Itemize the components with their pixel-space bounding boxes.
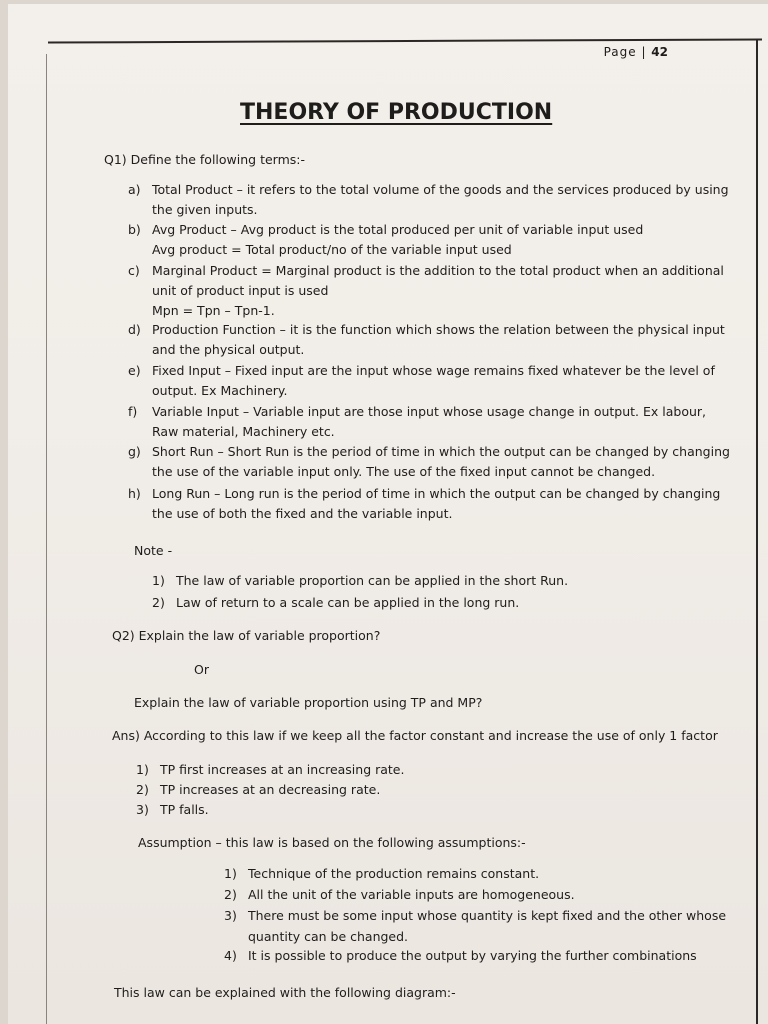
list-marker: 1) bbox=[152, 573, 165, 588]
list-text: TP first increases at an increasing rate. bbox=[160, 762, 405, 777]
page-border-top bbox=[48, 38, 762, 43]
page-number: Page | 42 bbox=[603, 45, 668, 59]
list-marker: 1) bbox=[136, 762, 149, 777]
closing-line: This law can be explained with the following diagram:- bbox=[114, 985, 456, 1000]
q2-answer: Ans) According to this law if we keep all the factor constant and increase the use of only 1 factor bbox=[112, 728, 718, 743]
list-marker: b) bbox=[128, 222, 141, 237]
list-text: output. Ex Machinery. bbox=[152, 383, 288, 398]
list-marker: 2) bbox=[152, 595, 165, 610]
list-text: Long Run – Long run is the period of time in which the output can be changed by changing bbox=[152, 486, 721, 501]
list-text: Avg Product – Avg product is the total produced per unit of variable input used bbox=[152, 222, 644, 237]
list-marker: 4) bbox=[224, 948, 237, 963]
list-text: Raw material, Machinery etc. bbox=[152, 424, 335, 439]
page-label: Page bbox=[603, 45, 637, 59]
list-text: Law of return to a scale can be applied in the long run. bbox=[176, 595, 520, 610]
list-text: Production Function – it is the function which shows the relation between the physical input bbox=[152, 322, 725, 337]
list-text: the use of the variable input only. The use of the fixed input cannot be changed. bbox=[152, 464, 656, 479]
list-marker: f) bbox=[128, 404, 138, 419]
q2-question: Q2) Explain the law of variable proportion? bbox=[112, 628, 381, 643]
list-text: Mpn = Tpn – Tpn-1. bbox=[152, 303, 275, 318]
list-marker: c) bbox=[128, 263, 140, 278]
list-text: All the unit of the variable inputs are homogeneous. bbox=[248, 887, 575, 902]
q2-alt-question: Explain the law of variable proportion using TP and MP? bbox=[134, 695, 483, 710]
list-text: quantity can be changed. bbox=[248, 929, 409, 944]
list-marker: 3) bbox=[136, 802, 149, 817]
q1-question: Q1) Define the following terms:- bbox=[104, 152, 305, 167]
list-marker: 2) bbox=[224, 887, 237, 902]
list-text: Fixed Input – Fixed input are the input whose wage remains fixed whatever be the level of bbox=[152, 363, 715, 378]
list-text: unit of product input is used bbox=[152, 283, 329, 298]
page-number-value: 42 bbox=[651, 45, 668, 59]
q2-or: Or bbox=[194, 662, 209, 677]
list-text: TP falls. bbox=[160, 802, 209, 817]
list-text: Avg product = Total product/no of the variable input used bbox=[152, 242, 512, 257]
list-text: Total Product – it refers to the total volume of the goods and the services produced by using bbox=[152, 182, 729, 197]
list-marker: g) bbox=[128, 444, 141, 459]
list-marker: d) bbox=[128, 322, 141, 337]
list-marker: e) bbox=[128, 363, 141, 378]
page-title: THEORY OF PRODUCTION bbox=[240, 100, 553, 125]
list-marker: h) bbox=[128, 486, 141, 501]
list-marker: 3) bbox=[224, 908, 237, 923]
assumption-heading: Assumption – this law is based on the following assumptions:- bbox=[138, 835, 526, 850]
list-text: the given inputs. bbox=[152, 202, 258, 217]
page-border-left bbox=[46, 54, 47, 1024]
list-text: There must be some input whose quantity is kept fixed and the other whose bbox=[248, 908, 727, 923]
list-text: TP increases at an decreasing rate. bbox=[160, 782, 381, 797]
list-text: and the physical output. bbox=[152, 342, 305, 357]
list-marker: 2) bbox=[136, 782, 149, 797]
list-text: Short Run – Short Run is the period of time in which the output can be changed by changing bbox=[152, 444, 730, 459]
list-text: It is possible to produce the output by varying the further combinations bbox=[248, 948, 697, 963]
list-text: Technique of the production remains constant. bbox=[248, 866, 540, 881]
list-text: Marginal Product = Marginal product is the addition to the total product when an additional bbox=[152, 263, 724, 278]
list-text: Variable Input – Variable input are those input whose usage change in output. Ex labour, bbox=[152, 404, 707, 419]
page-border-right bbox=[756, 40, 758, 1024]
list-text: the use of both the fixed and the variable input. bbox=[152, 506, 453, 521]
note-heading: Note - bbox=[134, 543, 173, 558]
list-marker: a) bbox=[128, 182, 141, 197]
list-text: The law of variable proportion can be applied in the short Run. bbox=[176, 573, 569, 588]
list-marker: 1) bbox=[224, 866, 237, 881]
